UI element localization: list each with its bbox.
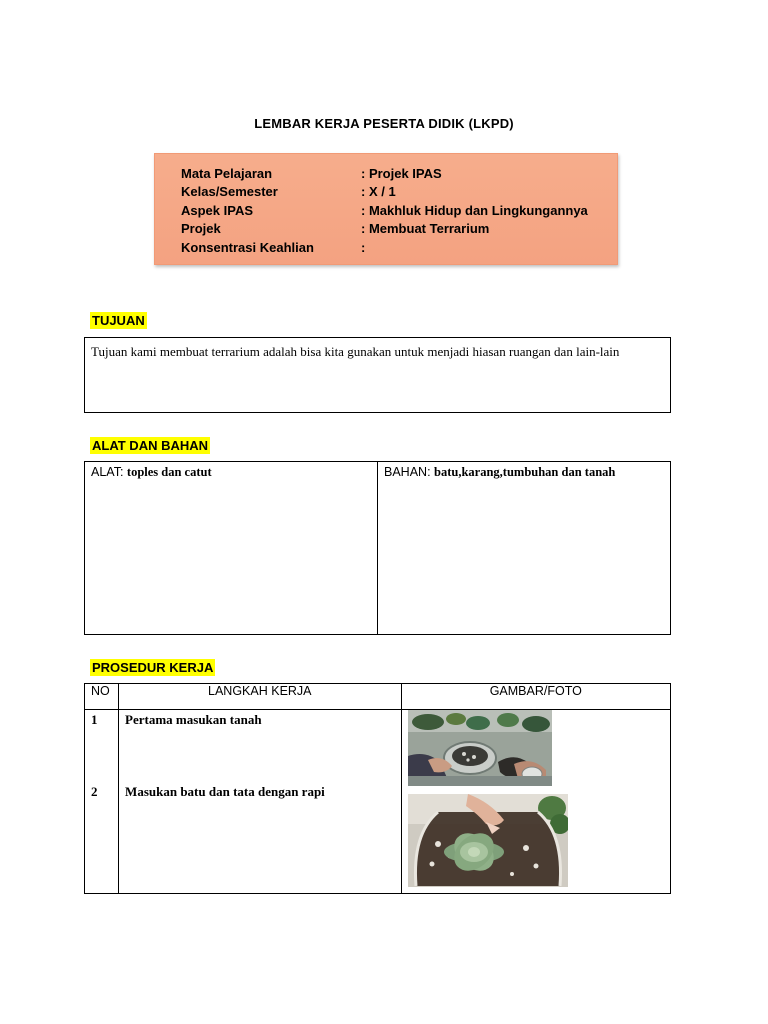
prosedur-heading: PROSEDUR KERJA — [92, 660, 214, 675]
info-row-project — [181, 220, 489, 238]
info-key: Mata Pelajaran — [181, 166, 273, 181]
tujuan-box — [84, 337, 671, 413]
step-cell — [119, 710, 401, 894]
info-row-expertise — [181, 239, 365, 257]
step-text: Masukan batu dan tata dengan rapi — [125, 784, 325, 799]
photo-soil-step — [408, 710, 552, 786]
info-value: : Projek IPAS — [361, 166, 442, 181]
header-no: NO — [85, 684, 119, 710]
info-row-class — [181, 183, 396, 201]
prosedur-header-row — [85, 684, 671, 710]
bahan-label: BAHAN: — [384, 465, 431, 479]
bahan-value: batu,karang,tumbuhan dan tanah — [434, 465, 616, 479]
info-value: : — [361, 240, 366, 255]
tujuan-text: Tujuan kami membuat terrarium adalah bisa kita gunakan untuk menjadi hiasan ruangan dan lain-lain — [91, 344, 620, 359]
info-key: Aspek IPAS — [181, 203, 254, 218]
tujuan-heading: TUJUAN — [92, 313, 145, 328]
step-number: 1 — [91, 712, 98, 727]
info-box — [154, 153, 618, 265]
alat-label: ALAT: — [91, 465, 124, 479]
info-key: Projek — [181, 221, 221, 236]
info-row-subject — [181, 165, 442, 183]
photo-cell — [401, 710, 670, 894]
alat-bahan-heading: ALAT DAN BAHAN — [92, 438, 209, 453]
header-step: LANGKAH KERJA — [119, 684, 401, 710]
prosedur-table — [84, 683, 671, 894]
info-value: : Makhluk Hidup dan Lingkungannya — [361, 203, 588, 218]
info-value: : X / 1 — [361, 184, 396, 199]
document-title: LEMBAR KERJA PESERTA DIDIK (LKPD) — [254, 116, 514, 131]
step-number: 2 — [91, 784, 98, 799]
alat-text — [91, 463, 212, 481]
alat-bahan-table — [84, 461, 671, 635]
alat-cell — [85, 462, 378, 634]
step-text: Pertama masukan tanah — [125, 712, 262, 727]
bahan-cell — [378, 462, 670, 634]
photo-succulent-step — [408, 794, 568, 887]
info-key: Kelas/Semester — [181, 184, 278, 199]
no-cell — [85, 710, 119, 894]
alat-value: toples dan catut — [126, 465, 212, 479]
bahan-text — [384, 463, 615, 481]
table-row — [85, 710, 671, 894]
header-photo: GAMBAR/FOTO — [401, 684, 670, 710]
info-row-aspect — [181, 202, 588, 220]
info-value: : Membuat Terrarium — [361, 221, 490, 236]
info-key: Konsentrasi Keahlian — [181, 240, 314, 255]
